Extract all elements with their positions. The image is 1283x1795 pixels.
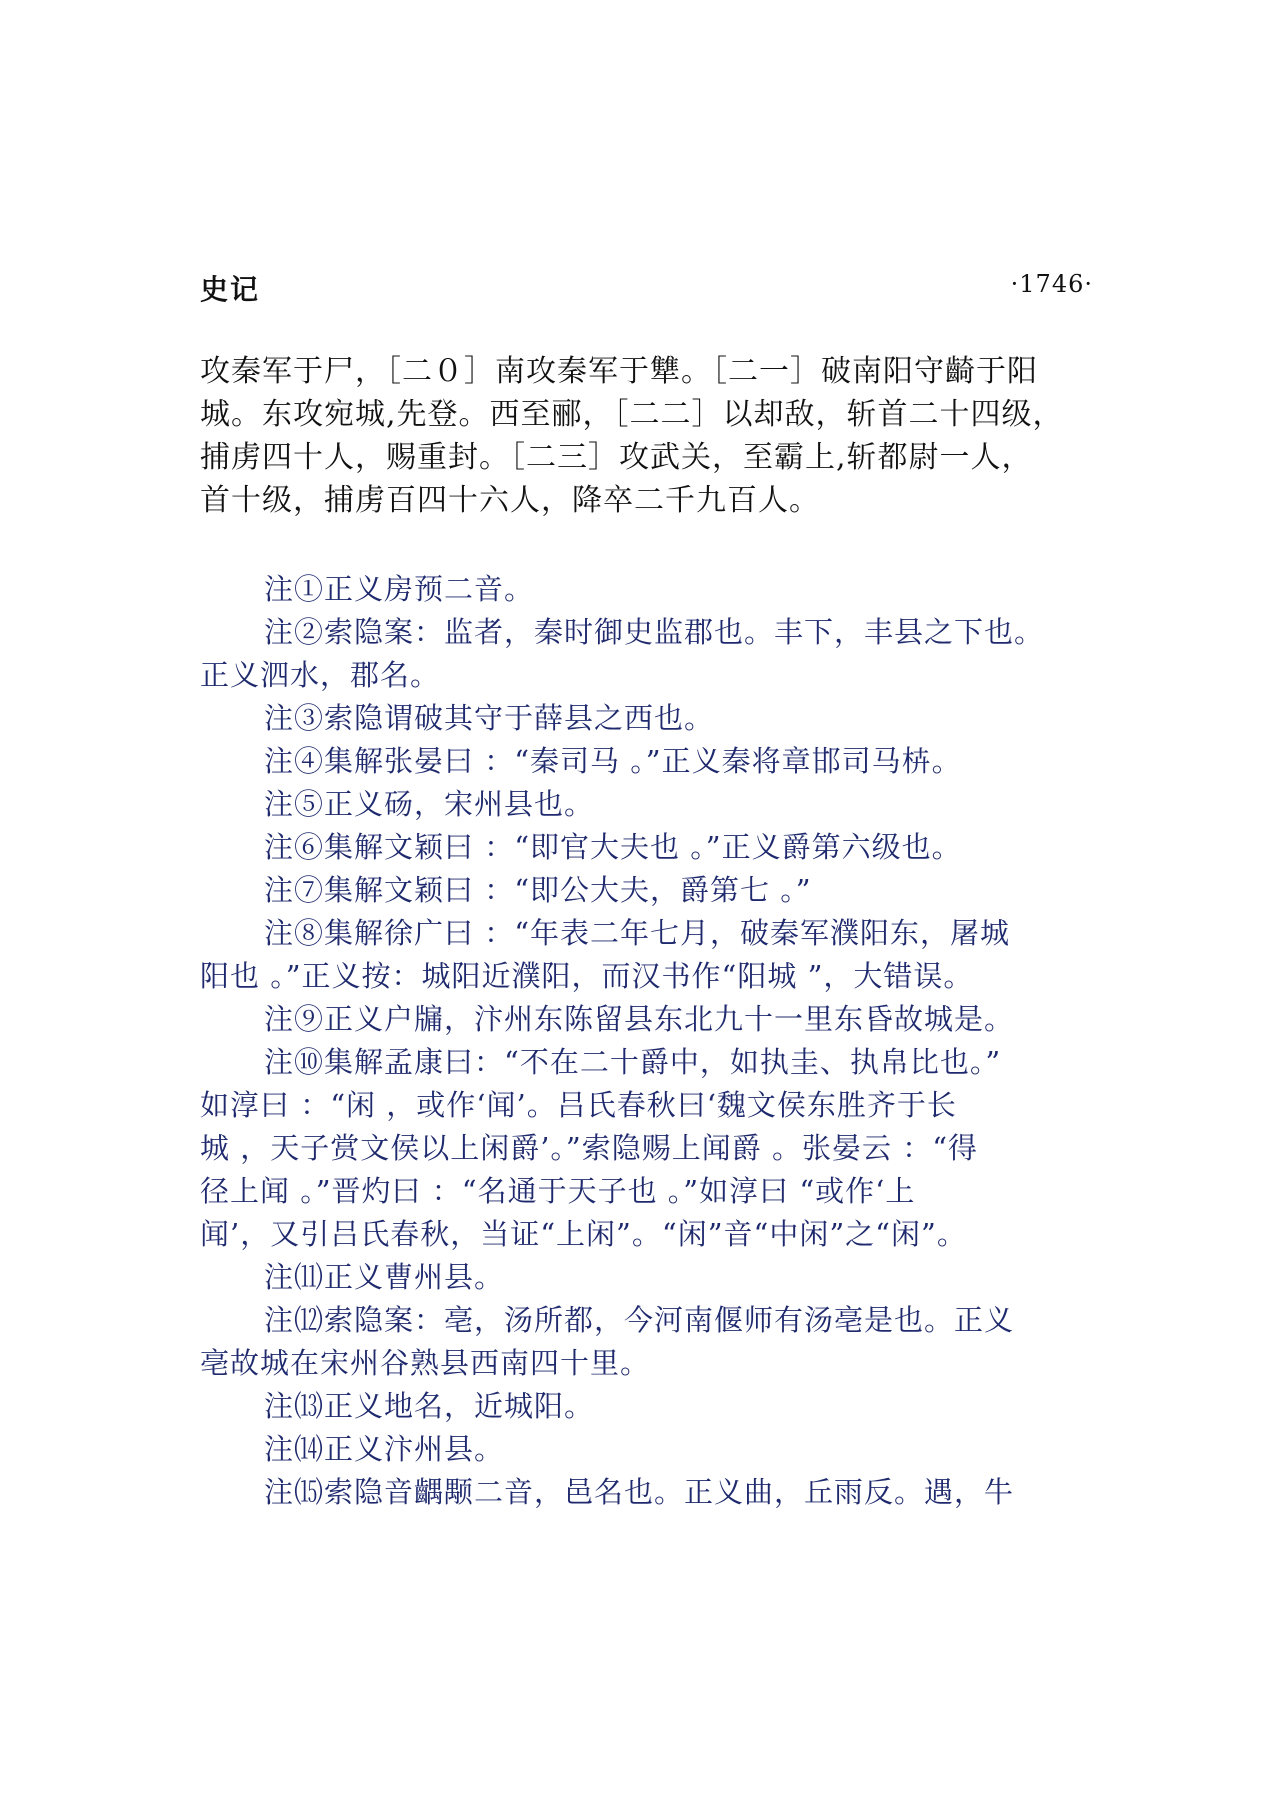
note-line: 注⑦集解文颖曰 ：“即公大夫，爵第七 。” <box>264 873 812 907</box>
page-number: ·1746· <box>1010 270 1093 298</box>
annotations <box>200 568 1120 1514</box>
note-line: 注⑨正义户牖，汴州东陈留县东北九十一里东昏故城是。 <box>264 1002 1015 1036</box>
main-text-line: 首十级，捕虏百四十六人，降卒二千九百人。 <box>200 483 820 518</box>
note-line: 注④集解张晏曰 ：“秦司马 。”正义秦将章邯司马枿。 <box>264 744 962 778</box>
note-line: 城 ，天子赏文侯以上闲爵’。”索隐赐上闻爵 。张晏云 ：“得 <box>200 1131 979 1165</box>
main-text-line: 攻秦军于尸，［二０］南攻秦军于犨。［二一］破南阳守齮于阳 <box>200 354 1038 389</box>
note-line: 正义泗水，郡名。 <box>200 658 441 692</box>
main-text <box>200 350 1120 522</box>
book-title: 史记 <box>200 273 261 306</box>
note-line: 注②索隐案：监者，秦时御史监郡也。丰下，丰县之下也。 <box>264 615 1045 649</box>
note-line: 注⑤正义砀，宋州县也。 <box>264 787 595 821</box>
note-line: 阳也 。”正义按：城阳近濮阳，而汉书作“阳城 ”，大错误。 <box>200 959 974 993</box>
main-text-line: 捕虏四十人，赐重封。［二三］攻武关，至霸上,斩都尉一人， <box>200 440 1033 475</box>
note-line: 注⒂索隐音齵颙二音，邑名也。正义曲，丘雨反。遇，牛 <box>264 1475 1015 1509</box>
note-line: 亳故城在宋州谷熟县西南四十里。 <box>200 1346 651 1380</box>
note-line: 注⑿索隐案：亳，汤所都，今河南偃师有汤亳是也。正义 <box>264 1303 1015 1337</box>
note-line: 注⒀正义地名，近城阳。 <box>264 1389 595 1423</box>
note-line: 注⒁正义汴州县。 <box>264 1432 505 1466</box>
note-line: 注⑧集解徐广曰 ：“年表二年七月，破秦军濮阳东，屠城 <box>264 916 1011 950</box>
note-line: 注⑥集解文颖曰 ：“即官大夫也 。”正义爵第六级也。 <box>264 830 962 864</box>
page-header <box>200 268 1093 308</box>
note-line: 径上闻 。”晋灼曰 ：“名通于天子也 。”如淳曰 “或作‘上 <box>200 1174 916 1208</box>
main-text-line: 城。东攻宛城,先登。西至郦，［二二］以却敌，斩首二十四级， <box>200 397 1064 432</box>
note-line: 闻’，又引吕氏春秋，当证“上闲”。“闲”音“中闲”之“闲”。 <box>200 1217 967 1251</box>
note-line: 注⑾正义曹州县。 <box>264 1260 505 1294</box>
note-line: 如淳曰 ：“闲 ，或作‘闻’。吕氏春秋曰‘魏文侯东胜齐于长 <box>200 1088 957 1122</box>
note-line: 注①正义房预二音。 <box>264 572 535 606</box>
note-line: 注⑩集解孟康曰：“不在二十爵中，如执圭、执帛比也。” <box>264 1045 1002 1079</box>
note-line: 注③索隐谓破其守于薛县之西也。 <box>264 701 715 735</box>
